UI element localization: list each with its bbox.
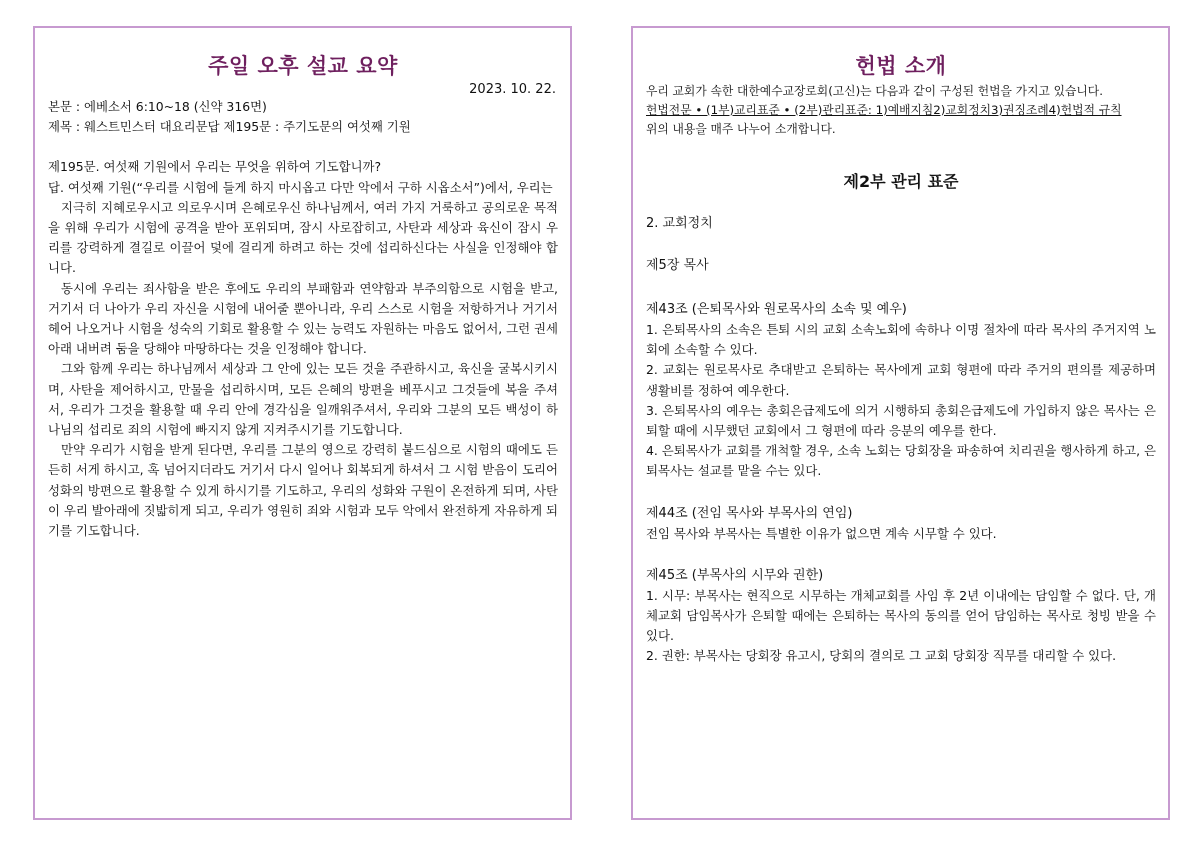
article-item: 4. 은퇴목사가 교회를 개척할 경우, 소속 노회는 당회장을 파송하여 치리권을 행사하게 하고, 은퇴목사는 설교를 맡을 수는 있다. <box>646 443 1156 479</box>
article-44 <box>646 504 1156 544</box>
answer-paragraph: 그와 함께 우리는 하나님께서 세상과 그 안에 있는 모든 것을 주관하시고, 육신을 굴복시키시며, 사탄을 제어하시고, 만물을 섭리하시며, 모든 은혜의 방편을 베푸시고 그것들에 복을 주셔서, 우리가 그것을 활용할 때 우리 안에 경각심을 일깨워주셔서, 우리와 그분의 모든 백성이 하나님의 섭리로 죄의 시험에 빠지지 않게 지켜주시기를 기도합니다. <box>48 361 558 438</box>
catechism-answer-intro: 답. 여섯째 기원(“우리를 시험에 들게 하지 마시옵고 다만 악에서 구하 시옵소서”)에서, 우리는 <box>48 179 553 195</box>
sermon-date: 2023. 10. 22. <box>469 82 556 97</box>
constitution-panel <box>631 26 1170 820</box>
article-heading: 제45조 (부목사의 시무와 권한) <box>646 567 824 583</box>
chapter-heading: 제5장 목사 <box>646 258 709 273</box>
catechism-question: 제195문. 여섯째 기원에서 우리는 무엇을 위하여 기도합니까? <box>48 159 382 175</box>
constitution-structure: 헌법전문 • (1부)교리표준 • (2부)관리표준: 1)예배지침2)교회정치3)권징조례4)헌법적 규칙 <box>646 103 1122 117</box>
article-item: 1. 시무: 부목사는 현직으로 시무하는 개체교회를 사임 후 2년 이내에는 담임할 수 없다. 단, 개체교회 담임목사가 은퇴할 때에는 은퇴하는 목사의 동의를 얻어 담임하는 목사로 청빙 받을 수 있다. <box>646 587 1156 644</box>
article-item: 3. 은퇴목사의 예우는 총회은급제도에 의거 시행하되 총회은급제도에 가입하지 않은 목사는 은퇴할 때에 시무했던 교회에서 그 형편에 따라 응분의 예우를 한다. <box>646 402 1156 439</box>
sermon-summary-panel <box>33 26 572 820</box>
answer-paragraph: 동시에 우리는 죄사함을 받은 후에도 우리의 부패함과 연약함과 부주의함으로 시험을 받고, 거기서 더 나아가 우리 자신을 시험에 내어줄 뿐아니라, 우리 스스로 시험을 저항하거나 거기서 헤어 나오거나 시험을 성숙의 기회로 활용할 수 있는 능력도 자원하는 마음도 없어서, 그런 권세 아래 내버려 둠을 당해야 마땅하다는 것을 인정해야 합니다. <box>48 280 558 357</box>
sermon-title: 주일 오후 설교 요약 <box>208 54 398 78</box>
answer-paragraph: 지극히 지혜로우시고 의로우시며 은혜로우신 하나님께서, 여러 가지 거룩하고 공의로운 목적을 위해 우리가 시험에 공격을 받아 포위되며, 잠시 사로잡히고, 사탄과 세상과 육신이 잠시 우리를 강력하게 결길로 이끌어 덫에 걸리게 하려고 하는 것에 섭리하신다는 사실을 인정해야 합니다. <box>48 199 558 276</box>
article-heading: 제44조 (전임 목사와 부목사의 연임) <box>646 505 853 521</box>
article-item: 1. 은퇴목사의 소속은 튼퇴 시의 교회 소속노회에 속하나 이명 절차에 따라 목사의 주거지역 노회에 소속할 수 있다. <box>646 322 1156 358</box>
constitution-intro: 우리 교회가 속한 대한예수교장로회(고신)는 다음과 같이 구성된 헌법을 가지고 있습니다. <box>646 84 1103 98</box>
article-item: 2. 권한: 부목사는 당회장 유고시, 당회의 결의로 그 교회 당회장 직무를 대리할 수 있다. <box>646 648 1117 664</box>
scripture-reference: 본문 : 에베소서 6:10~18 (신약 316면) <box>48 99 267 114</box>
answer-paragraph: 만약 우리가 시험을 받게 된다면, 우리를 그분의 영으로 강력히 붙드심으로 시험의 때에도 든든히 서게 하시고, 혹 넘어지더라도 거기서 다시 일어나 회복되게 하셔서 그 시험 받음이 도리어 성화의 방편으로 활용할 수 있게 하시기를 기도하고, 우리의 성화와 구원이 온전하게 되며, 사탄이 우리 발아래에 짓밟히게 되고, 우리가 영원히 죄와 시험과 모두 악에서 완전하게 자유하게 되기를 기도합니다. <box>48 442 558 539</box>
constitution-intro-note: 위의 내용을 매주 나누어 소개합니다. <box>646 122 836 136</box>
article-heading: 제43조 (은퇴목사와 원로목사의 소속 및 예우) <box>646 302 907 317</box>
article-43 <box>646 300 1156 482</box>
article-45 <box>646 566 1156 667</box>
sermon-subject: 제목 : 웨스트민스터 대요리문답 제195문 : 주기도문의 여섯째 기원 <box>48 119 411 135</box>
section-heading: 2. 교회정치 <box>646 216 713 231</box>
article-item: 전임 목사와 부목사는 특별한 이유가 없으면 계속 시무할 수 있다. <box>646 525 997 541</box>
part-subtitle: 제2부 관리 표준 <box>843 172 959 191</box>
constitution-title: 헌법 소개 <box>855 54 947 78</box>
article-item: 2. 교회는 원로목사로 추대받고 은퇴하는 목사에게 교회 형편에 따라 주거의 편의를 제공하며 생활비를 정하여 예우한다. <box>646 362 1156 398</box>
